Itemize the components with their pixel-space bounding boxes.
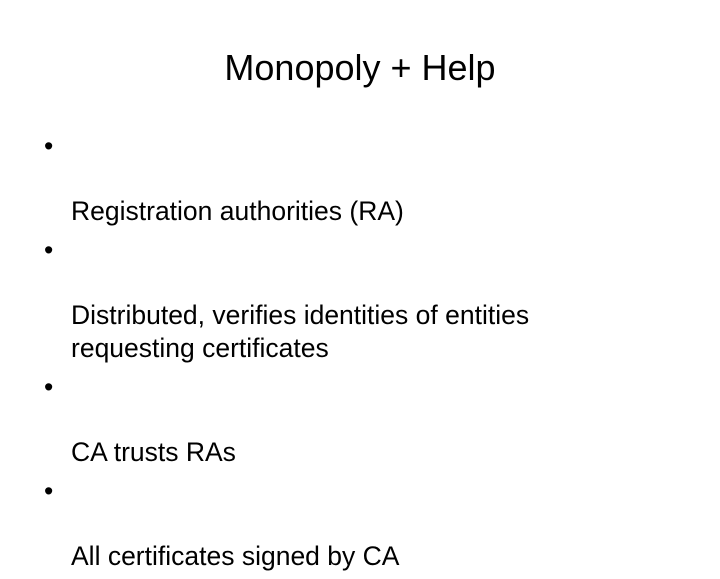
bullet-list: [44, 130, 684, 579]
bullet-text: CA trusts RAs: [71, 436, 236, 467]
bullet-item-registration-authorities: [44, 130, 684, 228]
slide-title: Monopoly + Help: [224, 47, 496, 88]
bullet-text: All certificates signed by CA: [71, 540, 400, 571]
bullet-text: Distributed, verifies identities of entities requesting certificates: [71, 300, 530, 363]
bullet-text: Registration authorities (RA): [71, 196, 404, 226]
bullet-item-distributed: [44, 234, 684, 364]
bullet-marker: •: [44, 235, 54, 265]
bullet-item-ca-trusts-ras: [44, 371, 684, 469]
bullet-marker: •: [44, 371, 54, 402]
bullet-marker: •: [44, 131, 54, 161]
bullet-marker: •: [44, 475, 54, 506]
bullet-item-all-certificates-signed: [44, 475, 684, 573]
